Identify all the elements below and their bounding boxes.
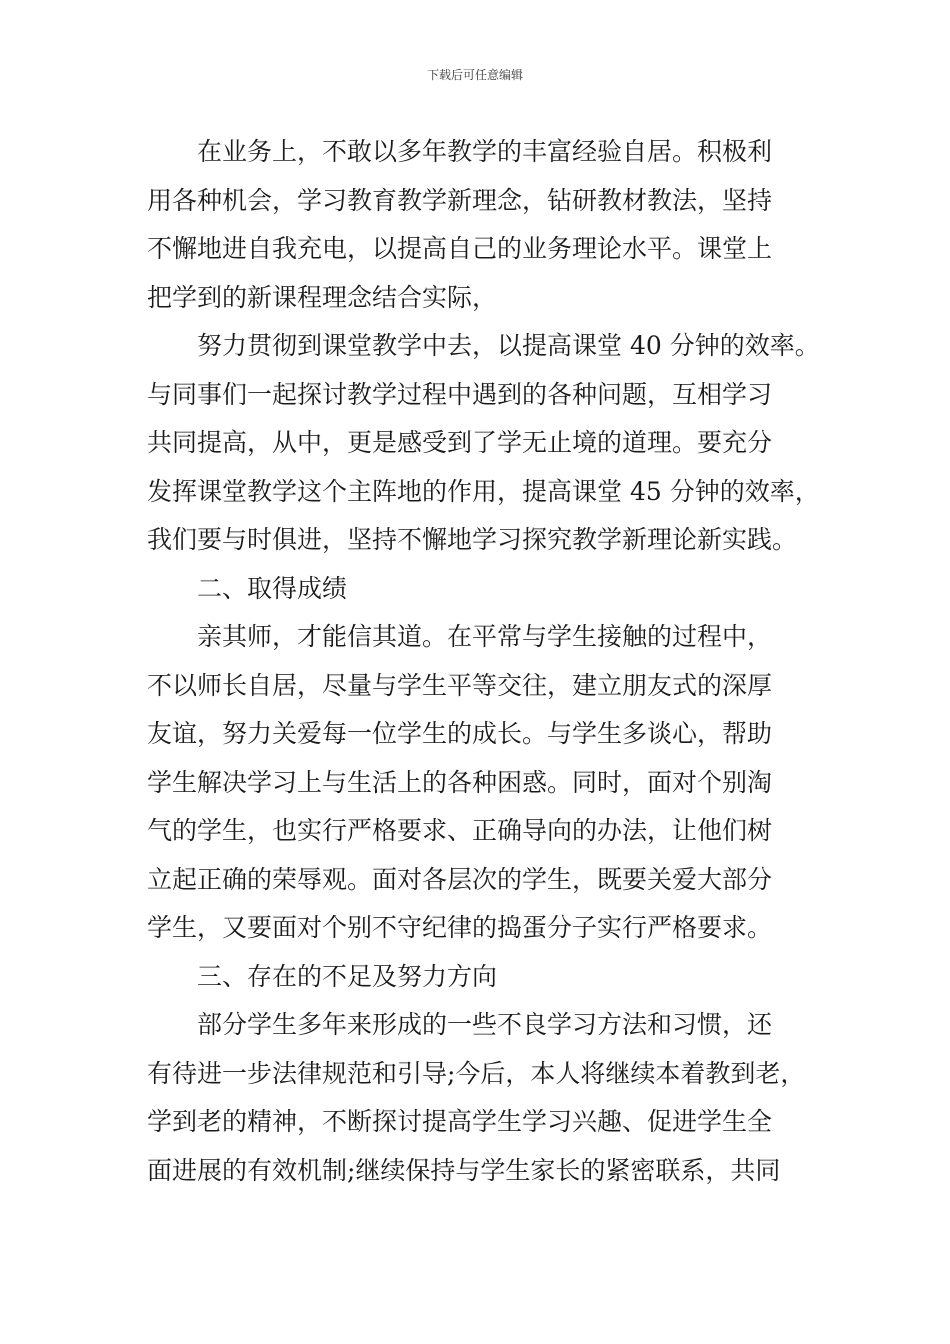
- text-line: 学生解决学习上与生活上的各种困惑。同时，面对个别淘: [147, 767, 773, 797]
- text-line: 努力贯彻到课堂教学中去，以提高课堂 40 分钟的效率。: [197, 331, 820, 360]
- text-line: 共同提高，从中，更是感受到了学无止境的道理。要充分: [147, 428, 773, 457]
- text-line: 学到老的精神，不断探讨提高学生学习兴趣、促进学生全: [147, 1107, 773, 1136]
- text-line: 友谊，努力关爱每一位学生的成长。与学生多谈心，帮助: [147, 719, 773, 748]
- text-line: 三、存在的不足及努力方向: [197, 961, 498, 991]
- text-line: 学生，又要面对个别不守纪律的捣蛋分子实行严格要求。: [147, 913, 773, 942]
- text-line: 与同事们一起探讨教学过程中遇到的各种问题，互相学习: [147, 379, 773, 409]
- text-line: 用各种机会，学习教育教学新理念，钻研教材教法，坚持: [147, 185, 773, 215]
- text-line: 气的学生，也实行严格要求、正确导向的办法，让他们树: [147, 816, 773, 845]
- text-line: 立起正确的荣辱观。面对各层次的学生，既要关爱大部分: [147, 864, 773, 894]
- text-line: 部分学生多年来形成的一些不良学习方法和习惯，还: [197, 1010, 773, 1039]
- text-line: 把学到的新课程理念结合实际，: [147, 282, 498, 312]
- text-line: 我们要与时俱进，坚持不懈地学习探究教学新理论新实践。: [147, 525, 798, 554]
- body-text: [147, 128, 820, 1195]
- text-line: 有待进一步法律规范和引导;今后，本人将继续本着教到老，: [147, 1058, 806, 1088]
- text-line: 二、取得成绩: [197, 573, 348, 603]
- text-line: 在业务上，不敢以多年教学的丰富经验自居。积极利: [197, 137, 773, 166]
- text-line: 不以师长自居，尽量与学生平等交往，建立朋友式的深厚: [147, 670, 773, 700]
- text-line: 发挥课堂教学这个主阵地的作用，提高课堂 45 分钟的效率，: [147, 476, 820, 506]
- text-line: 亲其师，才能信其道。在平常与学生接触的过程中，: [197, 622, 773, 651]
- text-line: 面进展的有效机制;继续保持与学生家长的紧密联系，共同: [147, 1155, 781, 1185]
- page-header: 下载后可任意编辑: [426, 68, 523, 82]
- text-line: 不懈地进自我充电，以提高自己的业务理论水平。课堂上: [147, 234, 773, 263]
